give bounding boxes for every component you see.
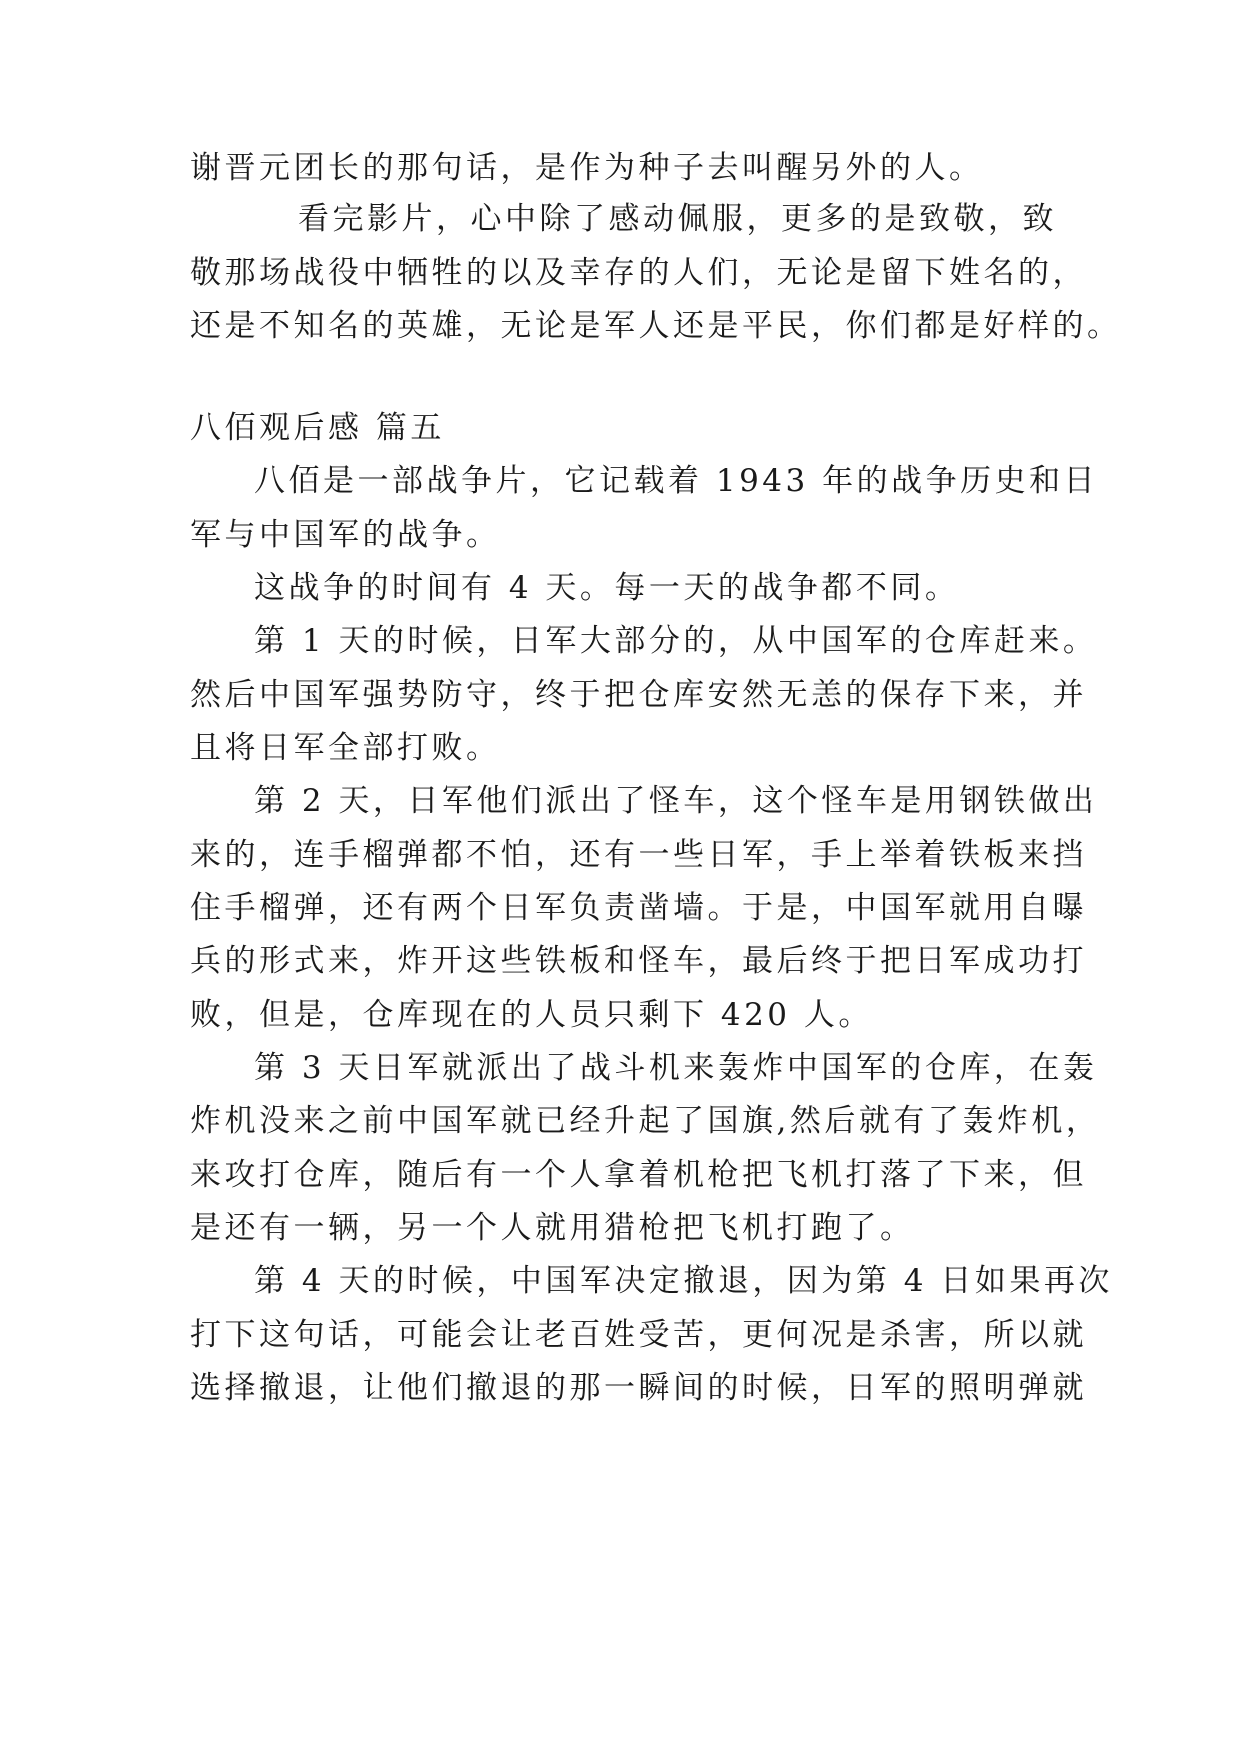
section-heading: 八佰观后感 篇五	[190, 410, 445, 446]
paragraph-line: 这战争的时间有 4 天。每一天的战争都不同。	[254, 570, 960, 606]
paragraph-line: 第 1 天的时候，日军大部分的，从中国军的仓库赶来。	[254, 623, 1098, 659]
paragraph-line: 然后中国军强势防守，终于把仓库安然无恙的保存下来，并	[190, 677, 1087, 713]
paragraph-line: 选择撤退，让他们撤退的那一瞬间的时候，日军的照明弹就	[190, 1370, 1087, 1406]
paragraph-line: 军与中国军的战争。	[190, 517, 501, 553]
paragraph-line: 兵的形式来，炸开这些铁板和怪车，最后终于把日军成功打	[190, 943, 1087, 979]
paragraph-line: 第 2 天，日军他们派出了怪车，这个怪车是用钢铁做出	[254, 783, 1098, 819]
paragraph-line: 打下这句话，可能会让老百姓受苦，更何况是杀害，所以就	[190, 1317, 1087, 1353]
paragraph-line: 败，但是，仓库现在的人员只剩下 420 人。	[190, 997, 873, 1033]
paragraph-line: 第 4 天的时候，中国军决定撤退，因为第 4 日如果再次	[254, 1263, 1113, 1299]
paragraph-line: 且将日军全部打败。	[190, 730, 501, 766]
paragraph-line: 看完影片，心中除了感动佩服，更多的是致敬，致	[298, 201, 1057, 237]
paragraph-line: 来的，连手榴弹都不怕，还有一些日军，手上举着铁板来挡	[190, 837, 1087, 873]
paragraph-line: 敬那场战役中牺牲的以及幸存的人们，无论是留下姓名的，	[190, 255, 1087, 291]
paragraph-line: 还是不知名的英雄，无论是军人还是平民，你们都是好样的。	[190, 308, 1122, 344]
paragraph-line: 来攻打仓库，随后有一个人拿着机枪把飞机打落了下来，但	[190, 1157, 1087, 1193]
paragraph-line: 是还有一辆，另一个人就用猎枪把飞机打跑了。	[190, 1210, 915, 1246]
paragraph-line: 第 3 天日军就派出了战斗机来轰炸中国军的仓库，在轰	[254, 1050, 1098, 1086]
paragraph-line: 炸机没来之前中国军就已经升起了国旗,然后就有了轰炸机，	[190, 1103, 1101, 1139]
paragraph-line: 住手榴弹，还有两个日军负责凿墙。于是，中国军就用自曝	[190, 890, 1087, 926]
paragraph-line: 谢晋元团长的那句话，是作为种子去叫醒另外的人。	[190, 150, 984, 186]
paragraph-line: 八佰是一部战争片，它记载着 1943 年的战争历史和日	[254, 463, 1099, 499]
